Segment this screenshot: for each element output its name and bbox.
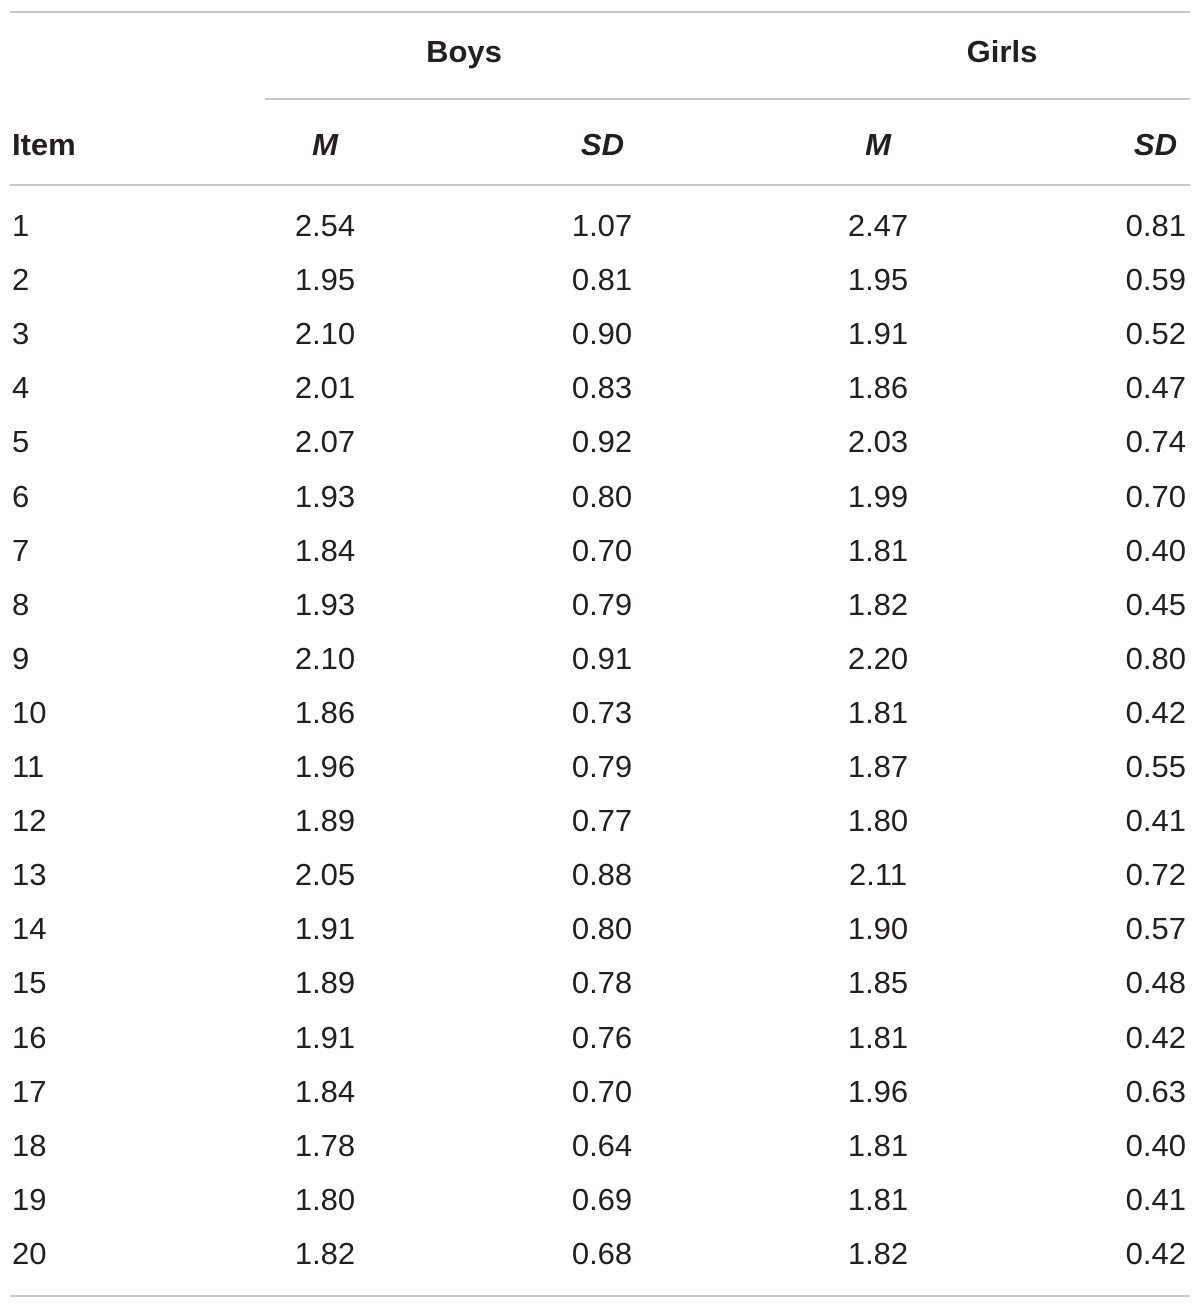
cell-girls-sd: 0.59: [1125, 262, 1186, 297]
cell-boys-sd: 0.80: [571, 911, 633, 946]
cell-boys-sd: 0.76: [571, 1020, 633, 1055]
cell-boys-m: 1.89: [294, 965, 356, 1000]
group-header-girls: Girls: [966, 34, 1038, 69]
cell-boys-m: 1.96: [294, 749, 356, 784]
cell-boys-m: 1.95: [294, 262, 356, 297]
cell-boys-sd: 0.81: [571, 262, 633, 297]
cell-item: 7: [12, 533, 30, 568]
cell-girls-m: 1.96: [847, 1074, 909, 1109]
cell-boys-m: 1.89: [294, 803, 356, 838]
cell-item: 16: [12, 1020, 47, 1055]
cell-item: 18: [12, 1128, 47, 1163]
cell-girls-sd: 0.63: [1125, 1074, 1186, 1109]
cell-girls-sd: 0.55: [1125, 749, 1186, 784]
cell-item: 13: [12, 857, 47, 892]
cell-girls-sd: 0.72: [1125, 857, 1186, 892]
cell-boys-sd: 0.91: [571, 641, 633, 676]
cell-item: 3: [12, 316, 30, 351]
cell-boys-sd: 1.07: [571, 208, 633, 243]
cell-boys-sd: 0.77: [571, 803, 633, 838]
cell-item: 5: [12, 424, 30, 459]
cell-girls-sd: 0.57: [1125, 911, 1186, 946]
cell-boys-m: 2.05: [294, 857, 356, 892]
cell-girls-m: 1.80: [847, 803, 909, 838]
cell-item: 2: [12, 262, 30, 297]
cell-girls-m: 1.81: [847, 533, 909, 568]
cell-boys-sd: 0.64: [571, 1128, 633, 1163]
cell-girls-sd: 0.45: [1125, 587, 1186, 622]
column-header-girls-m: M: [865, 127, 891, 162]
cell-boys-sd: 0.68: [571, 1236, 633, 1271]
cell-boys-m: 1.80: [294, 1182, 356, 1217]
cell-item: 6: [12, 479, 30, 514]
cell-boys-m: 1.84: [294, 533, 356, 568]
cell-boys-sd: 0.70: [571, 1074, 633, 1109]
cell-girls-m: 1.91: [847, 316, 909, 351]
cell-girls-sd: 0.70: [1125, 479, 1186, 514]
cell-boys-sd: 0.79: [571, 587, 633, 622]
cell-boys-sd: 0.79: [571, 749, 633, 784]
cell-item: 9: [12, 641, 30, 676]
cell-girls-m: 1.85: [847, 965, 909, 1000]
cell-girls-m: 2.20: [847, 641, 909, 676]
cell-boys-sd: 0.92: [571, 424, 633, 459]
column-header-item: Item: [12, 127, 76, 162]
cell-girls-sd: 0.47: [1125, 370, 1186, 405]
cell-boys-m: 1.78: [294, 1128, 356, 1163]
cell-boys-sd: 0.70: [571, 533, 633, 568]
cell-boys-sd: 0.69: [571, 1182, 633, 1217]
cell-boys-m: 1.84: [294, 1074, 356, 1109]
cell-girls-m: 1.82: [847, 1236, 909, 1271]
cell-girls-sd: 0.40: [1125, 533, 1186, 568]
cell-boys-m: 2.10: [294, 316, 356, 351]
column-header-boys-sd: SD: [580, 127, 624, 162]
cell-item: 17: [12, 1074, 47, 1109]
cell-girls-m: 1.95: [847, 262, 909, 297]
cell-item: 10: [12, 695, 47, 730]
column-header-girls-sd: SD: [1133, 127, 1177, 162]
cell-girls-sd: 0.41: [1125, 803, 1186, 838]
cell-girls-sd: 0.42: [1125, 1236, 1186, 1271]
cell-girls-m: 2.47: [847, 208, 909, 243]
cell-boys-m: 2.10: [294, 641, 356, 676]
cell-boys-sd: 0.83: [571, 370, 633, 405]
cell-boys-sd: 0.88: [571, 857, 633, 892]
cell-girls-m: 2.11: [848, 857, 908, 892]
bottom-rule: [10, 1295, 1190, 1297]
cell-girls-m: 1.81: [847, 1020, 909, 1055]
cell-item: 11: [12, 749, 45, 784]
cell-boys-m: 1.86: [294, 695, 356, 730]
cell-girls-m: 1.81: [847, 1182, 909, 1217]
cell-item: 4: [12, 370, 30, 405]
cell-girls-sd: 0.40: [1125, 1128, 1186, 1163]
cell-boys-sd: 0.78: [571, 965, 633, 1000]
cell-boys-m: 1.91: [294, 911, 356, 946]
cell-girls-m: 1.99: [847, 479, 909, 514]
cell-boys-m: 2.54: [294, 208, 356, 243]
cell-boys-m: 1.93: [294, 587, 356, 622]
cell-boys-m: 1.82: [294, 1236, 356, 1271]
cell-girls-sd: 0.52: [1125, 316, 1186, 351]
cell-girls-m: 1.86: [847, 370, 909, 405]
cell-item: 15: [12, 965, 47, 1000]
cell-girls-m: 2.03: [847, 424, 909, 459]
cell-girls-m: 1.90: [847, 911, 909, 946]
cell-girls-sd: 0.80: [1125, 641, 1186, 676]
cell-girls-sd: 0.42: [1125, 695, 1186, 730]
cell-boys-m: 2.07: [294, 424, 356, 459]
group-rule: [265, 98, 1190, 100]
cell-item: 8: [12, 587, 30, 622]
cell-girls-sd: 0.81: [1125, 208, 1186, 243]
cell-girls-m: 1.82: [847, 587, 909, 622]
cell-girls-m: 1.81: [847, 695, 909, 730]
cell-girls-sd: 0.48: [1125, 965, 1186, 1000]
header-rule: [10, 184, 1190, 186]
cell-girls-sd: 0.42: [1125, 1020, 1186, 1055]
cell-boys-sd: 0.90: [571, 316, 633, 351]
cell-boys-sd: 0.73: [571, 695, 633, 730]
cell-item: 20: [12, 1236, 47, 1271]
cell-item: 14: [12, 911, 47, 946]
cell-girls-sd: 0.41: [1125, 1182, 1186, 1217]
cell-item: 12: [12, 803, 47, 838]
column-header-boys-m: M: [312, 127, 338, 162]
cell-boys-sd: 0.80: [571, 479, 633, 514]
cell-girls-m: 1.81: [847, 1128, 909, 1163]
top-rule: [10, 11, 1190, 13]
cell-girls-sd: 0.74: [1125, 424, 1186, 459]
cell-boys-m: 2.01: [294, 370, 356, 405]
cell-boys-m: 1.93: [294, 479, 356, 514]
group-header-boys: Boys: [426, 34, 502, 69]
cell-item: 1: [12, 208, 30, 243]
cell-boys-m: 1.91: [294, 1020, 356, 1055]
cell-item: 19: [12, 1182, 47, 1217]
cell-girls-m: 1.87: [847, 749, 909, 784]
